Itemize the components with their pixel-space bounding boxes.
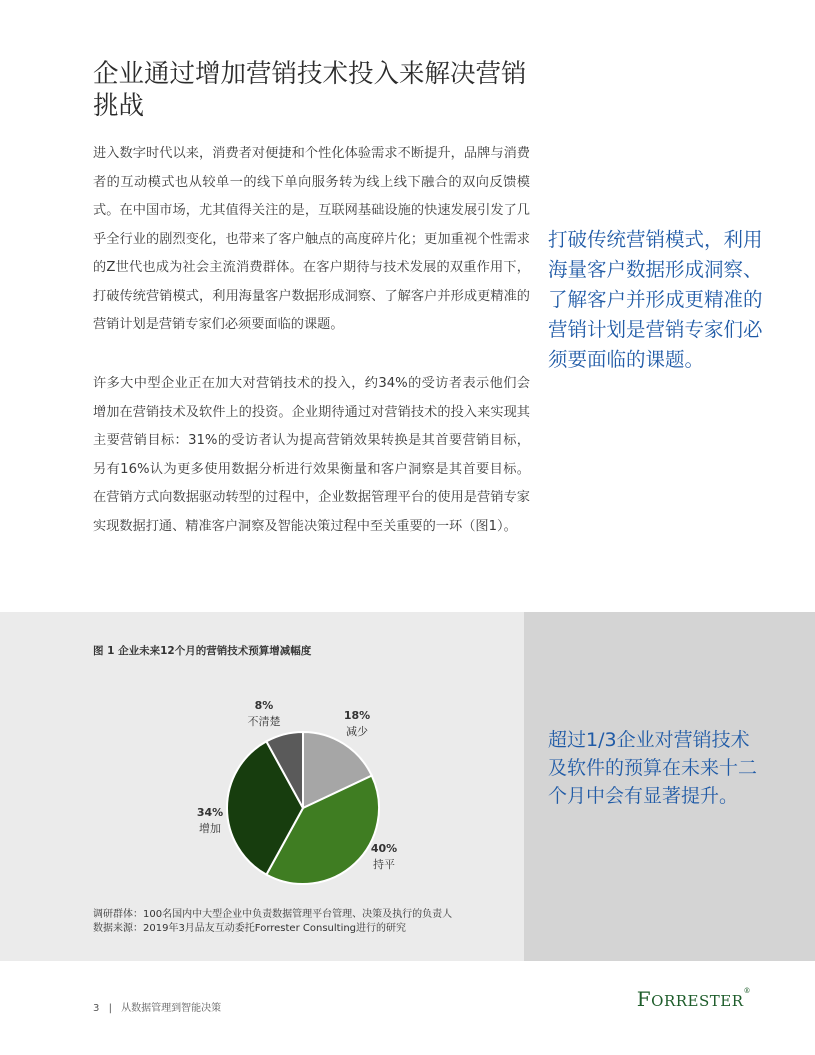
page-footer bbox=[93, 999, 221, 1014]
pull-quote-top: 打破传统营销模式，利用海量客户数据形成洞察、了解客户并形成更精准的营销计划是营销专家们必须要面临的课题。 bbox=[548, 228, 763, 371]
footer-separator: | bbox=[108, 1003, 112, 1014]
slice-label-decrease: 减少 bbox=[346, 725, 368, 738]
slice-label-unknown: 不清楚 bbox=[247, 715, 281, 728]
pull-quote-bottom: 超过1/3企业对营销技术及软件的预算在未来十二个月中会有显著提升。 bbox=[548, 729, 758, 807]
logo-rest: ORRESTER bbox=[651, 992, 744, 1010]
slice-label-increase: 增加 bbox=[199, 822, 221, 835]
slice-value-increase: 34% bbox=[196, 806, 224, 819]
document-title: 从数据管理到智能决策 bbox=[121, 1003, 222, 1014]
pie-chart bbox=[0, 612, 524, 902]
slice-value-flat: 40% bbox=[370, 842, 398, 855]
slice-value-decrease: 18% bbox=[343, 709, 371, 722]
logo-initial: F bbox=[636, 987, 652, 1011]
figure-title: 图 1 企业未来12个月的营销技术预算增减幅度 bbox=[93, 645, 312, 657]
page-title: 企业通过增加营销技术投入来解决营销挑战 bbox=[93, 59, 527, 121]
forrester-logo bbox=[637, 987, 751, 1011]
source-note: 数据来源：2019年3月品友互动委托Forrester Consulting进行的研究 bbox=[93, 923, 407, 934]
slice-value-unknown: 8% bbox=[254, 699, 274, 712]
body-paragraph-2: 许多大中型企业正在加大对营销技术的投入，约34%的受访者表示他们会增加在营销技术及软件上的投资。企业期待通过对营销技术的投入来实现其主要营销目标：31%的受访者认为提高营销效果转换是其首要营销目标，另有16%认为更多使用数据分析进行效果衡量和客户洞察是其首要目标。在营销方式向数据驱动转型的过程中，企业数据管理平台的使用是营销专家实现数据打通、精准客户洞察及智能决策过程中至关重要的一环（图1）。 bbox=[93, 376, 530, 534]
logo-registered-mark: ® bbox=[743, 987, 751, 995]
slice-label-flat: 持平 bbox=[373, 858, 395, 871]
page-number: 3 bbox=[93, 1003, 100, 1014]
body-paragraph-1: 进入数字时代以来，消费者对便捷和个性化体验需求不断提升，品牌与消费者的互动模式也从较单一的线下单向服务转为线上线下融合的双向反馈模式。在中国市场，尤其值得关注的是，互联网基础设施的快速发展引发了几乎全行业的剧烈变化，也带来了客户触点的高度碎片化；更加重视个性需求的Z世代也成为社会主流消费群体。在客户期待与技术发展的双重作用下，打破传统营销模式，利用海量客户数据形成洞察、了解客户并形成更精准的营销计划是营销专家们必须要面临的课题。 bbox=[93, 146, 530, 332]
survey-note: 调研群体：100名国内中大型企业中负责数据管理平台管理、决策及执行的负责人 bbox=[93, 909, 453, 920]
